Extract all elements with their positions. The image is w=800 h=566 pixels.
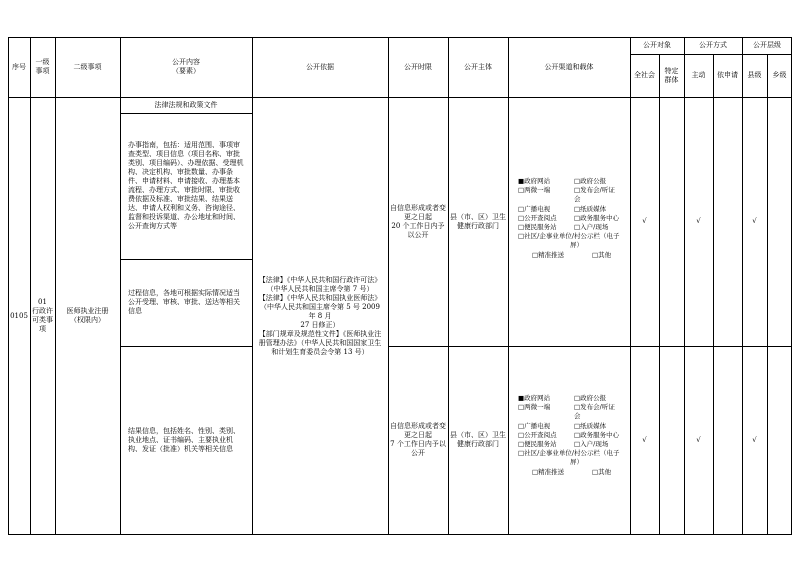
content-process: 过程信息，各地可根据实际情况适当公开受理、审核、审批、送达等相关信息 [128, 289, 240, 315]
subject-upper: 县（市、区）卫生健康行政部门 [450, 212, 506, 230]
row-level2: 医师执业注册 （权限内） [66, 307, 109, 324]
check-county-upper: √ [752, 217, 757, 225]
header-time: 公开时限 [404, 62, 432, 71]
channel-gov-website: ■政府网站 [518, 177, 551, 185]
header-subject: 公开主体 [464, 62, 492, 71]
channel-onsite: □入户/现场 [574, 440, 609, 448]
channel-print-media: □纸质媒体 [574, 205, 607, 213]
check-county-lower: √ [752, 435, 757, 444]
header-level-county: 县级 [747, 71, 762, 79]
header-seq: 序号 [12, 62, 26, 71]
header-target-specific: 特定 群体 [664, 66, 679, 84]
header-basis: 公开依据 [306, 62, 334, 71]
channel-press-hearing: □发布会/听证 [574, 186, 615, 194]
channel-press-hearing-cont: 会 [574, 412, 581, 420]
table-border-bottom [8, 534, 792, 535]
header-method-group: 公开方式 [699, 41, 727, 49]
channels-lower [508, 346, 630, 534]
header-target-all: 全社会 [634, 71, 655, 79]
header-channel: 公开渠道和载体 [544, 62, 594, 71]
channel-targeted-push: □精准推送 [532, 468, 565, 476]
check-all-lower: √ [642, 435, 647, 444]
col-line-13 [767, 54, 768, 535]
channel-gov-gazette: □政府公报 [574, 177, 607, 185]
channel-bulletin-cont: 屏） [570, 458, 583, 466]
channel-broadcast: □广播电视 [518, 422, 551, 430]
channel-onsite: □入户/现场 [574, 223, 609, 231]
col-line-9 [659, 54, 660, 535]
channel-bulletin-cont: 屏） [570, 241, 583, 249]
col-line-14 [791, 37, 792, 535]
row-level1: 01 行政许可类事项 [32, 298, 53, 333]
channels-upper [508, 97, 630, 346]
law-title: 法律法规和政策文件 [154, 100, 218, 109]
channel-service-center: □政务服务中心 [574, 431, 620, 439]
header-target-group: 公开对象 [643, 41, 671, 49]
check-active-upper: √ [696, 217, 701, 225]
header-level2: 二级事项 [73, 62, 102, 71]
header-method-request: 依申请 [717, 71, 738, 79]
channel-service-station: □便民服务站 [518, 223, 557, 231]
channel-reading-point: □公开查阅点 [518, 214, 557, 222]
header-level-group: 公开层级 [753, 41, 781, 49]
channel-weibo-wechat: □两微一端 [518, 186, 551, 194]
row-seq: 0105 [10, 311, 28, 320]
channel-other: □其他 [592, 251, 612, 259]
channel-print-media: □纸质媒体 [574, 422, 607, 430]
channel-gov-website: ■政府网站 [518, 394, 551, 402]
channel-bulletin: □社区/企事业单位/村公示栏（电子 [518, 449, 620, 457]
channel-service-center: □政务服务中心 [574, 214, 620, 222]
channel-targeted-push: □精准推送 [532, 251, 565, 259]
channel-press-hearing-cont: 会 [574, 195, 581, 203]
header-content: 公开内容 （要素） [172, 58, 200, 75]
channel-reading-point: □公开查阅点 [518, 431, 557, 439]
disclosure-table [8, 37, 792, 535]
time-upper: 自信息形成或者变更之日起 20 个工作日内予以公开 [390, 203, 446, 239]
content-guide: 办事指南，包括：适用范围、事项审查类型、项目信息（项目名称、审批类别、项目编码）、办理依据、受理机构、决定机构、审批数量、办事条件、申请材料、申请接收、办理基本流程、办理方式、审批时限、审批收费依据及标准、审批结果、结果送达、申请人权利和义务、咨询途径、监督和投诉渠道、办公地址和时间、公开查询方式等 [128, 141, 244, 230]
basis-text: 【法律】《中华人民共和国行政许可法》（中华人民共和国主席令第 7 号） 【法律】《中华人民共和国执业医师法》（中华人民共和国主席令第 5 号 2009年 8 月 27 日修正） 【部门规章及规范性文件】《医师执业注册管理办法》（中华人民共和国国家卫生和计划生育委员会令第 13 号） [258, 275, 382, 356]
check-all-upper: √ [642, 217, 647, 225]
header-method-active: 主动 [691, 71, 706, 79]
channel-service-station: □便民服务站 [518, 440, 557, 448]
check-active-lower: √ [696, 435, 701, 444]
channel-press-hearing: □发布会/听证 [574, 403, 615, 411]
channel-broadcast: □广播电视 [518, 205, 551, 213]
time-lower: 自信息形成或者变更之日起 7 个工作日内予以公开 [390, 422, 446, 457]
subject-lower: 县（市、区）卫生健康行政部门 [450, 431, 506, 448]
col-line-11 [713, 54, 714, 535]
channel-other: □其他 [592, 468, 612, 476]
channel-gov-gazette: □政府公报 [574, 394, 607, 402]
header-level-town: 乡级 [772, 71, 787, 79]
channel-bulletin: □社区/企事业单位/村公示栏（电子 [518, 232, 620, 240]
header-level1: 一级 事项 [35, 58, 50, 75]
content-result: 结果信息，包括姓名、性别、类别、执业地点、证书编码、主要执业机构、发证（批准）机关等相关信息 [128, 426, 240, 453]
channel-weibo-wechat: □两微一端 [518, 403, 551, 411]
